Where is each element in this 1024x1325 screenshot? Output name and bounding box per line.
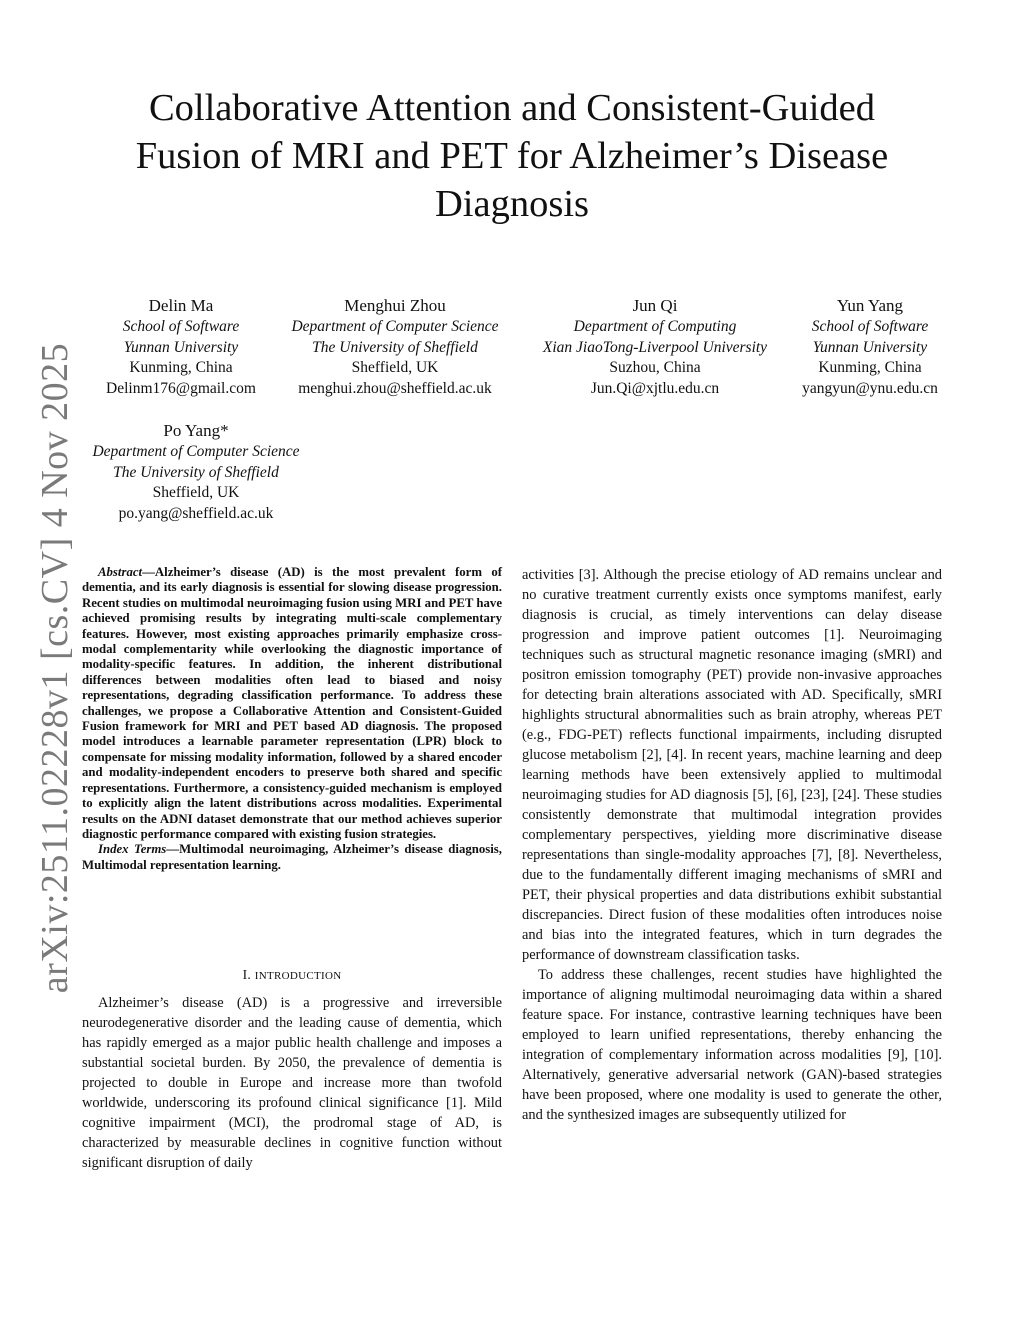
right-column-body xyxy=(522,565,942,1125)
author-institution: Yunnan University xyxy=(812,338,928,356)
author-name: Jun Qi xyxy=(632,296,678,315)
index-terms-text: —Multimodal neuroimaging, Alzheimer’s disease diagnosis, Multimodal representation learning. xyxy=(82,842,502,872)
author-department: Department of Computer Science xyxy=(92,443,300,460)
author-block xyxy=(91,295,271,399)
author-location: Sheffield, UK xyxy=(152,484,240,501)
author-institution: Yunnan University xyxy=(123,338,239,356)
author-institution: The University of Sheffield xyxy=(312,338,478,356)
author-department: Department of Computing xyxy=(573,318,737,335)
author-email[interactable]: Jun.Qi@xjtlu.edu.cn xyxy=(590,379,720,397)
author-name: Po Yang* xyxy=(163,421,229,440)
author-email[interactable]: menghui.zhou@sheffield.ac.uk xyxy=(298,379,492,397)
title-line: Fusion of MRI and PET for Alzheimer’s Disease xyxy=(135,135,889,177)
abstract-section xyxy=(82,565,502,873)
abstract-text: —Alzheimer’s disease (AD) is the most prevalent form of dementia, and its early diagnosis is essential for slowing disease progression. Recent studies on multimodal neuroimaging fusion using MRI and PET have achieved promising results by integrating multi-scale complementary features. However, most existing approaches primarily emphasize cross-modal complementarity while overlooking the diagnostic importance of modality-specific features. In addition, the inherent distributional differences between modalities often lead to biased and noisy representations, degrading classification performance. To address these challenges, we propose a Collaborative Attention and Consistent-Guided Fusion framework for MRI and PET based AD diagnosis. The proposed model introduces a learnable parameter representation (LPR) block to compensate for missing modality information, followed by a shared encoder and modality-independent encoders to preserve both shared and specific representations. Furthermore, a consistency-guided mechanism is employed to explicitly align the latent distributions across modalities. Experimental results on the ADNI dataset demonstrate that our method achieves superior diagnostic performance compared with existing fusion strategies. xyxy=(82,565,502,841)
author-name: Yun Yang xyxy=(836,296,904,315)
author-location: Sheffield, UK xyxy=(351,359,439,376)
author-institution: The University of Sheffield xyxy=(113,463,279,481)
author-name: Delin Ma xyxy=(148,296,214,315)
author-email[interactable]: po.yang@sheffield.ac.uk xyxy=(118,504,274,522)
author-location: Kunming, China xyxy=(818,359,922,376)
author-block xyxy=(525,295,785,399)
author-institution: Xian JiaoTong-Liverpool University xyxy=(542,338,768,356)
author-department: Department of Computer Science xyxy=(291,318,499,335)
section-number: I. xyxy=(242,967,252,982)
index-terms-paragraph xyxy=(82,842,502,873)
paper-title xyxy=(90,84,934,228)
body-paragraph: To address these challenges, recent studies have highlighted the importance of aligning multimodal neuroimaging data within a shared feature space. For instance, contrastive learning techniques have been employed to learn unified representations, thereby enhancing the integration of complementary information across modalities [9], [10]. Alternatively, generative adversarial network (GAN)-based strategies have been proposed, where one modality is used to generate the other, and the synthesized images are subsequently utilized for xyxy=(522,967,942,1123)
author-block xyxy=(790,295,950,399)
body-paragraph: activities [3]. Although the precise etiology of AD remains unclear and no curative treatment currently exists once symptoms manifest, early diagnosis is crucial, as timely interventions can delay disease progression and improve patient outcomes [1]. Neuroimaging techniques such as structural magnetic resonance imaging (sMRI) and positron emission tomography (PET) provide non-invasive approaches for detecting brain alterations associated with AD. Specifically, sMRI highlights structural abnormalities such as brain atrophy, whereas PET (e.g., FDG-PET) reflects functional impairments, including disrupted glucose metabolism [2], [4]. In recent years, machine learning and deep learning methods have been extensively applied to multimodal neuroimaging studies for AD diagnosis [5], [6], [23], [24]. These studies consistently demonstrate that multimodal integration provides complementary perspectives, yielding more discriminative disease representations than single-modality approaches [7], [8]. Nevertheless, due to the fundamentally different imaging mechanisms of sMRI and PET, their physical properties and data distributions exhibit substantial discrepancies. Direct fusion of these modalities often introduces noise and bias into the integrated features, which in turn degrades the performance of downstream classification tasks. xyxy=(522,567,942,963)
author-block xyxy=(76,420,316,524)
author-name: Menghui Zhou xyxy=(344,296,446,315)
index-terms-label: Index Terms xyxy=(98,842,167,857)
author-department: School of Software xyxy=(811,318,929,335)
abstract-paragraph xyxy=(82,565,502,842)
body-paragraph: Alzheimer’s disease (AD) is a progressive and irreversible neurodegenerative disorder and the leading cause of dementia, which has rapidly emerged as a major public health challenge and imposes a substantial societal burden. By 2050, the prevalence of dementia is projected to double in Europe and increase more than twofold worldwide, underscoring its profound clinical significance [1]. Mild cognitive impairment (MCI), the prodromal stage of AD, is characterized by measurable declines in cognitive function without significant disruption of daily xyxy=(82,995,502,1171)
author-email[interactable]: yangyun@ynu.edu.cn xyxy=(802,379,938,397)
section-heading xyxy=(82,967,502,983)
title-line: Collaborative Attention and Consistent-Guided xyxy=(148,87,876,129)
author-email[interactable]: Delinm176@gmail.com xyxy=(106,379,256,397)
title-line: Diagnosis xyxy=(435,183,589,225)
arxiv-identifier: arXiv:2511.02228v1 [cs.CV] 4 Nov 2025 xyxy=(34,342,76,994)
abstract-label: Abstract xyxy=(98,565,143,579)
author-location: Kunming, China xyxy=(129,359,233,376)
author-location: Suzhou, China xyxy=(609,359,701,376)
author-department: School of Software xyxy=(122,318,240,335)
left-column-body xyxy=(82,993,502,1173)
section-title: INTRODUCTION xyxy=(254,970,342,982)
author-block xyxy=(275,295,515,399)
